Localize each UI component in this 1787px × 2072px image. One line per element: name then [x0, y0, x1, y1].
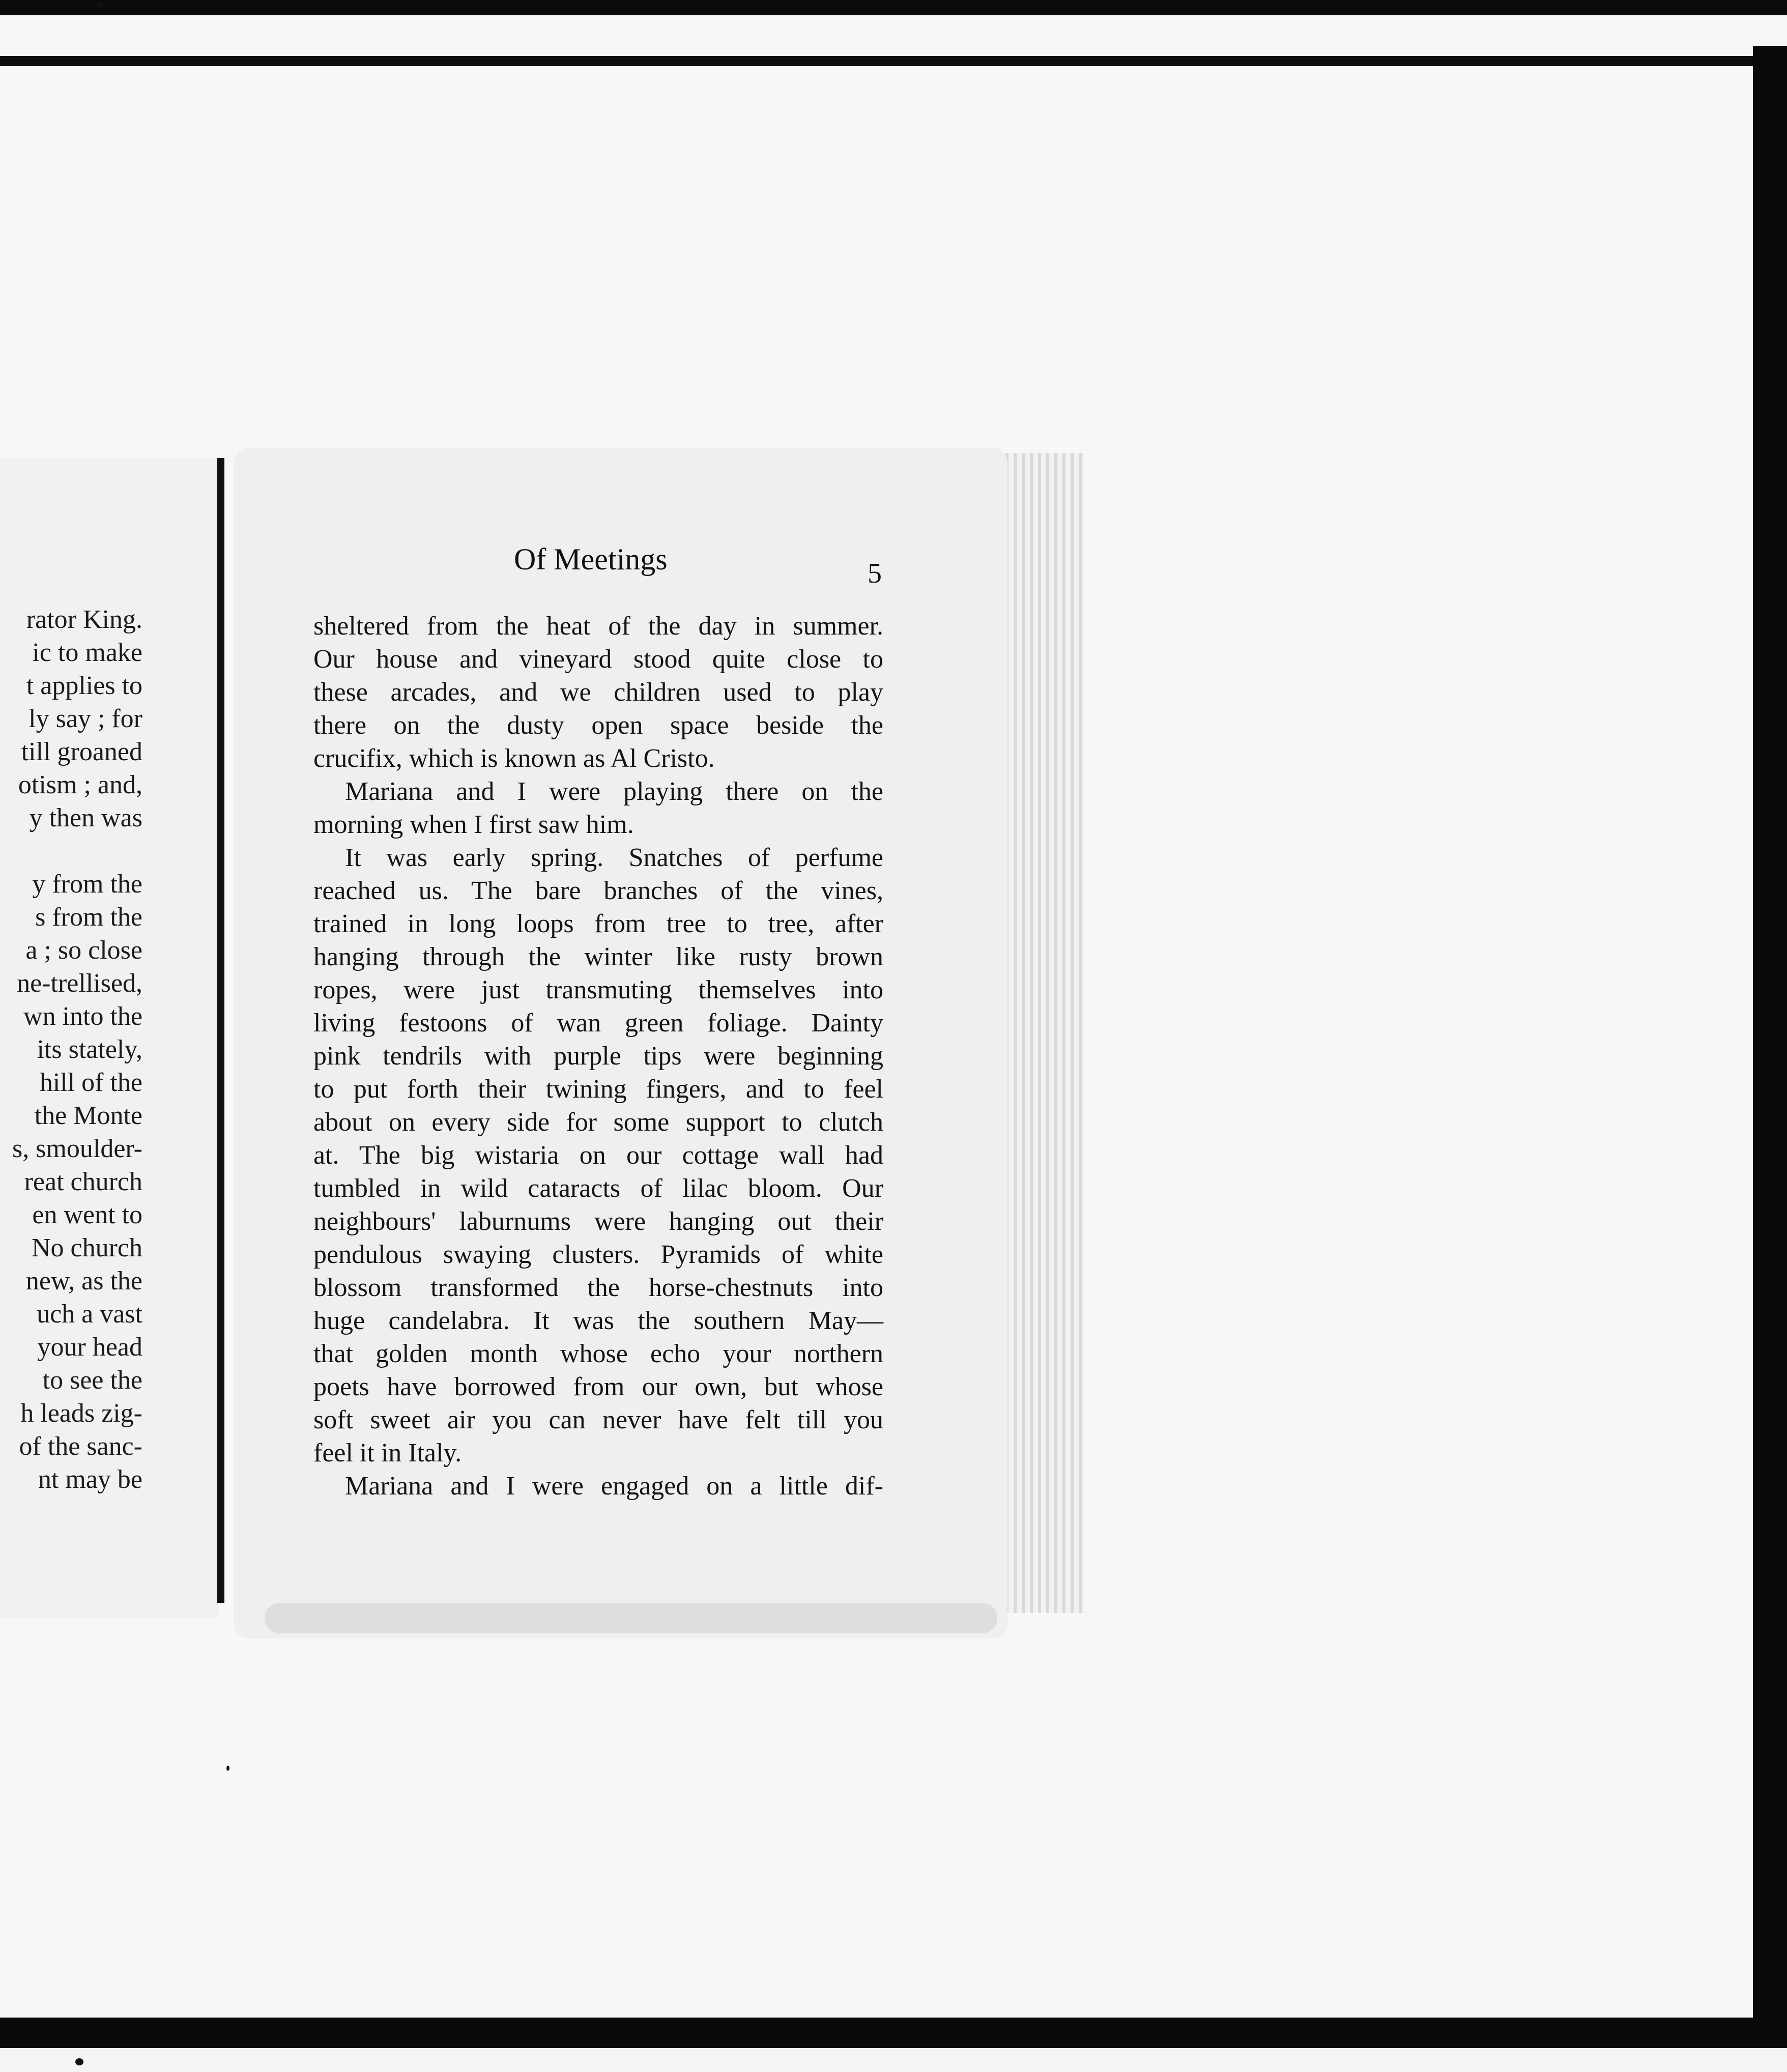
- verso-line: ic to make: [32, 638, 142, 667]
- verso-line: ne-trellised,: [17, 969, 142, 998]
- text-line: Our house and vineyard stood quite close to: [313, 645, 883, 674]
- verso-line: No church: [31, 1233, 142, 1262]
- book-shadow: [265, 1603, 997, 1633]
- verso-line: s from the: [35, 903, 142, 932]
- running-head: Of Meetings: [514, 542, 668, 576]
- text-line: feel it in Italy.: [313, 1438, 462, 1467]
- verso-line: new, as the: [25, 1267, 142, 1296]
- verso-line: your head: [37, 1333, 142, 1362]
- text-line: soft sweet air you can never have felt till you: [313, 1405, 883, 1434]
- page-number: 5: [868, 558, 882, 589]
- recto-text: [313, 610, 883, 1503]
- verso-line: y from the: [32, 870, 142, 899]
- verso-line: reat church: [24, 1167, 142, 1196]
- text-line: reached us. The bare branches of the vines,: [313, 876, 883, 905]
- text-line: blossom transformed the horse-chestnuts into: [313, 1273, 883, 1302]
- scan-speck: [226, 1766, 229, 1771]
- text-line: these arcades, and we children used to play: [313, 678, 883, 707]
- verso-line: of the sanc-: [19, 1432, 142, 1461]
- scan-speck: [75, 2058, 83, 2065]
- scan-frame-top-gap: [0, 15, 1787, 56]
- text-line: at. The big wistaria on our cottage wall had: [313, 1141, 883, 1170]
- verso-line: its stately,: [37, 1035, 142, 1064]
- text-line: It was early spring. Snatches of perfume: [345, 843, 883, 872]
- verso-line: the Monte: [34, 1101, 142, 1130]
- text-line: hanging through the winter like rusty brown: [313, 942, 883, 971]
- text-line: Mariana and I were engaged on a little dif-: [345, 1472, 883, 1501]
- verso-line: till groaned: [21, 737, 142, 766]
- verso-line: a ; so close: [25, 936, 142, 965]
- text-line: trained in long loops from tree to tree, after: [313, 909, 883, 938]
- verso-line: rator King.: [26, 605, 142, 634]
- verso-line: y then was: [29, 803, 142, 832]
- text-line: sheltered from the heat of the day in summer.: [313, 612, 883, 641]
- text-line: morning when I first saw him.: [313, 810, 634, 839]
- verso-line: nt may be: [38, 1465, 142, 1494]
- scan-speck: [97, 3, 104, 8]
- text-line: living festoons of wan green foliage. Dainty: [313, 1009, 883, 1038]
- text-line: to put forth their twining fingers, and to feel: [313, 1075, 883, 1104]
- verso-line: en went to: [32, 1200, 142, 1229]
- scan-frame-band: [0, 56, 1787, 66]
- scan-frame-right: [1753, 46, 1787, 2072]
- text-line: poets have borrowed from our own, but whose: [313, 1372, 883, 1401]
- verso-line: ly say ; for: [28, 704, 142, 733]
- scan-frame-top: [0, 0, 1787, 15]
- text-line: Mariana and I were playing there on the: [345, 777, 883, 806]
- verso-line: hill of the: [39, 1068, 142, 1097]
- text-line: about on every side for some support to clutch: [313, 1108, 883, 1137]
- book-page-edges: [997, 453, 1084, 1613]
- verso-line: to see the: [42, 1366, 142, 1395]
- text-line: there on the dusty open space beside the: [313, 711, 883, 740]
- text-line: that golden month whose echo your northern: [313, 1339, 883, 1368]
- book-gutter: [217, 458, 224, 1603]
- text-line: pink tendrils with purple tips were beginning: [313, 1042, 883, 1071]
- verso-line: uch a vast: [37, 1300, 142, 1329]
- text-line: neighbours' laburnums were hanging out their: [313, 1207, 883, 1236]
- text-line: tumbled in wild cataracts of lilac bloom. Our: [313, 1174, 883, 1203]
- verso-line: otism ; and,: [18, 770, 142, 799]
- verso-line: [0, 834, 142, 868]
- verso-text: [0, 603, 142, 1496]
- text-line: pendulous swaying clusters. Pyramids of white: [313, 1240, 883, 1269]
- verso-line: wn into the: [23, 1002, 142, 1031]
- verso-line: h leads zig-: [20, 1399, 142, 1428]
- text-line: crucifix, which is known as Al Cristo.: [313, 744, 715, 773]
- text-line: huge candelabra. It was the southern May—: [313, 1306, 883, 1335]
- scan-frame-bottom-strip: [0, 2048, 1787, 2072]
- verso-line: t applies to: [26, 671, 142, 700]
- verso-line: s, smoulder-: [12, 1134, 142, 1163]
- text-line: ropes, were just transmuting themselves into: [313, 975, 883, 1004]
